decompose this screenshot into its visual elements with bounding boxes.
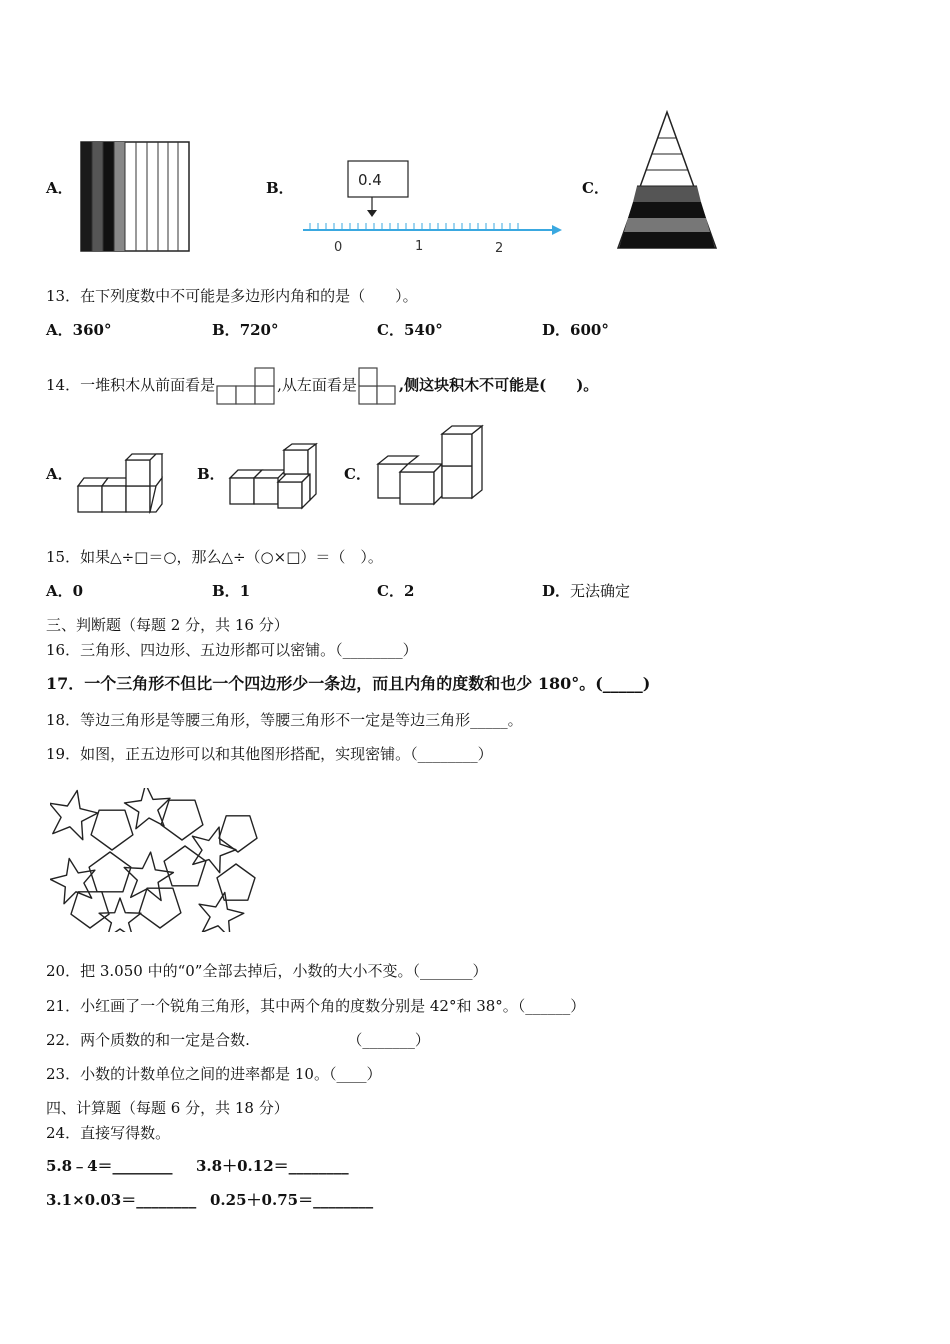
q15-option-b-label: B． (212, 582, 240, 600)
q24-question: 24．直接写得数。 (46, 1124, 171, 1142)
q13-option-d-text: 600° (570, 321, 609, 339)
tiling-pentagon (89, 852, 131, 892)
q14-option-a-label: A． (46, 465, 73, 483)
q13-option-d[interactable] (542, 320, 609, 340)
q12-option-c-label: C． (582, 179, 609, 197)
q13-option-a-text: 360° (72, 321, 112, 339)
q24-item-1: 5.8﹣4＝________ (46, 1157, 173, 1175)
q13-option-b-text: 720° (239, 321, 279, 339)
q23-question: 23．小数的计数单位之间的进率都是 10。（____） (46, 1065, 382, 1083)
q15-option-d-label: D． (542, 582, 571, 600)
q12-tick-0: 0 (334, 240, 343, 255)
q22-question: 22．两个质数的和一定是合数. （_______） (46, 1031, 430, 1049)
q12-option-b-number-line-figure (300, 158, 565, 258)
q13-option-a-label: A． (46, 321, 73, 339)
q14-front-view-figure (215, 366, 277, 406)
q24-item-4: 0.25＋0.75＝________ (210, 1191, 374, 1209)
tiling-pentagon (161, 800, 203, 840)
q14-option-a-cubes-figure (74, 452, 170, 518)
q18-question: 18．等边三角形是等腰三角形，等腰三角形不一定是等边三角形_____。 (46, 711, 523, 729)
q15-option-c-text: 2 (403, 582, 415, 600)
q21-question: 21．小红画了一个锐角三角形，其中两个角的度数分别是 42°和 38°。（______） (46, 997, 586, 1015)
q15-option-d-text: 无法确定 (570, 582, 631, 600)
q24-item-3: 3.1×0.03＝________ (46, 1191, 197, 1209)
q16-question: 16．三角形、四边形、五边形都可以密铺。（________） (46, 641, 418, 659)
q13-option-c[interactable] (377, 320, 443, 340)
q12-tick-1: 1 (415, 239, 424, 254)
tiling-pentagon (219, 816, 257, 852)
tiling-star (50, 791, 98, 840)
q15-question: 15．如果△÷□＝○，那么△÷（○×□）＝（ ）。 (46, 548, 383, 566)
q15-option-c-label: C． (377, 582, 404, 600)
q13-question: 13．在下列度数中不可能是多边形内角和的是（ ）。 (46, 287, 418, 305)
q15-option-b[interactable] (212, 581, 250, 601)
q19-pentagon-tiling-figure (50, 788, 262, 932)
q15-option-a[interactable] (46, 581, 83, 601)
q14-option-b-cubes-figure (224, 442, 320, 512)
tiling-star (199, 893, 244, 933)
q13-option-c-label: C． (377, 321, 404, 339)
q13-option-b[interactable] (212, 320, 279, 340)
q19-question: 19．如图，正五边形可以和其他图形搭配，实现密铺。（________） (46, 745, 493, 763)
tiling-star (125, 788, 171, 829)
q15-option-a-text: 0 (72, 582, 84, 600)
section-3-heading: 三、判断题（每题 2 分，共 16 分） (46, 616, 289, 634)
tiling-pentagon (91, 810, 133, 850)
q15-option-c[interactable] (377, 581, 414, 601)
q14-part2: ,从左面看是 (277, 376, 357, 394)
tiling-star (192, 827, 236, 873)
tiling-pentagon (164, 846, 206, 886)
section-4-heading: 四、计算题（每题 6 分，共 18 分） (46, 1099, 289, 1117)
q13-option-c-text: 540° (403, 321, 443, 339)
q12-option-b-label: B． (266, 179, 294, 197)
q12-box-value: 0.4 (358, 171, 382, 189)
q14-part3: ,侧这块积木不可能是( )。 (398, 376, 599, 394)
q14-option-c-cubes-figure (374, 424, 486, 506)
q24-item-2: 3.8＋0.12＝________ (196, 1157, 349, 1175)
q13-option-a[interactable] (46, 320, 111, 340)
q14-question (46, 366, 598, 406)
q14-left-view-figure (357, 366, 399, 406)
q15-option-a-label: A． (46, 582, 73, 600)
q12-option-a-label: A． (46, 179, 73, 197)
q15-option-b-text: 1 (239, 582, 251, 600)
q14-part1: 14．一堆积木从前面看是 (46, 376, 216, 394)
q12-tick-2: 2 (495, 241, 504, 256)
q17-question: 17．一个三角形不但比一个四边形少一条边，而且内角的度数和也少 180°。(_____) (46, 674, 651, 693)
q12-option-c-triangle-figure (614, 110, 720, 252)
q15-option-d[interactable] (542, 581, 630, 601)
q20-question: 20．把 3.050 中的“0”全部去掉后，小数的大小不变。（_______） (46, 962, 488, 980)
q12-option-a-stripes-figure (80, 141, 192, 253)
q14-option-b-label: B． (197, 465, 225, 483)
tiling-star (50, 859, 95, 904)
q14-option-c-label: C． (344, 465, 371, 483)
q13-option-b-label: B． (212, 321, 240, 339)
q13-option-d-label: D． (542, 321, 571, 339)
